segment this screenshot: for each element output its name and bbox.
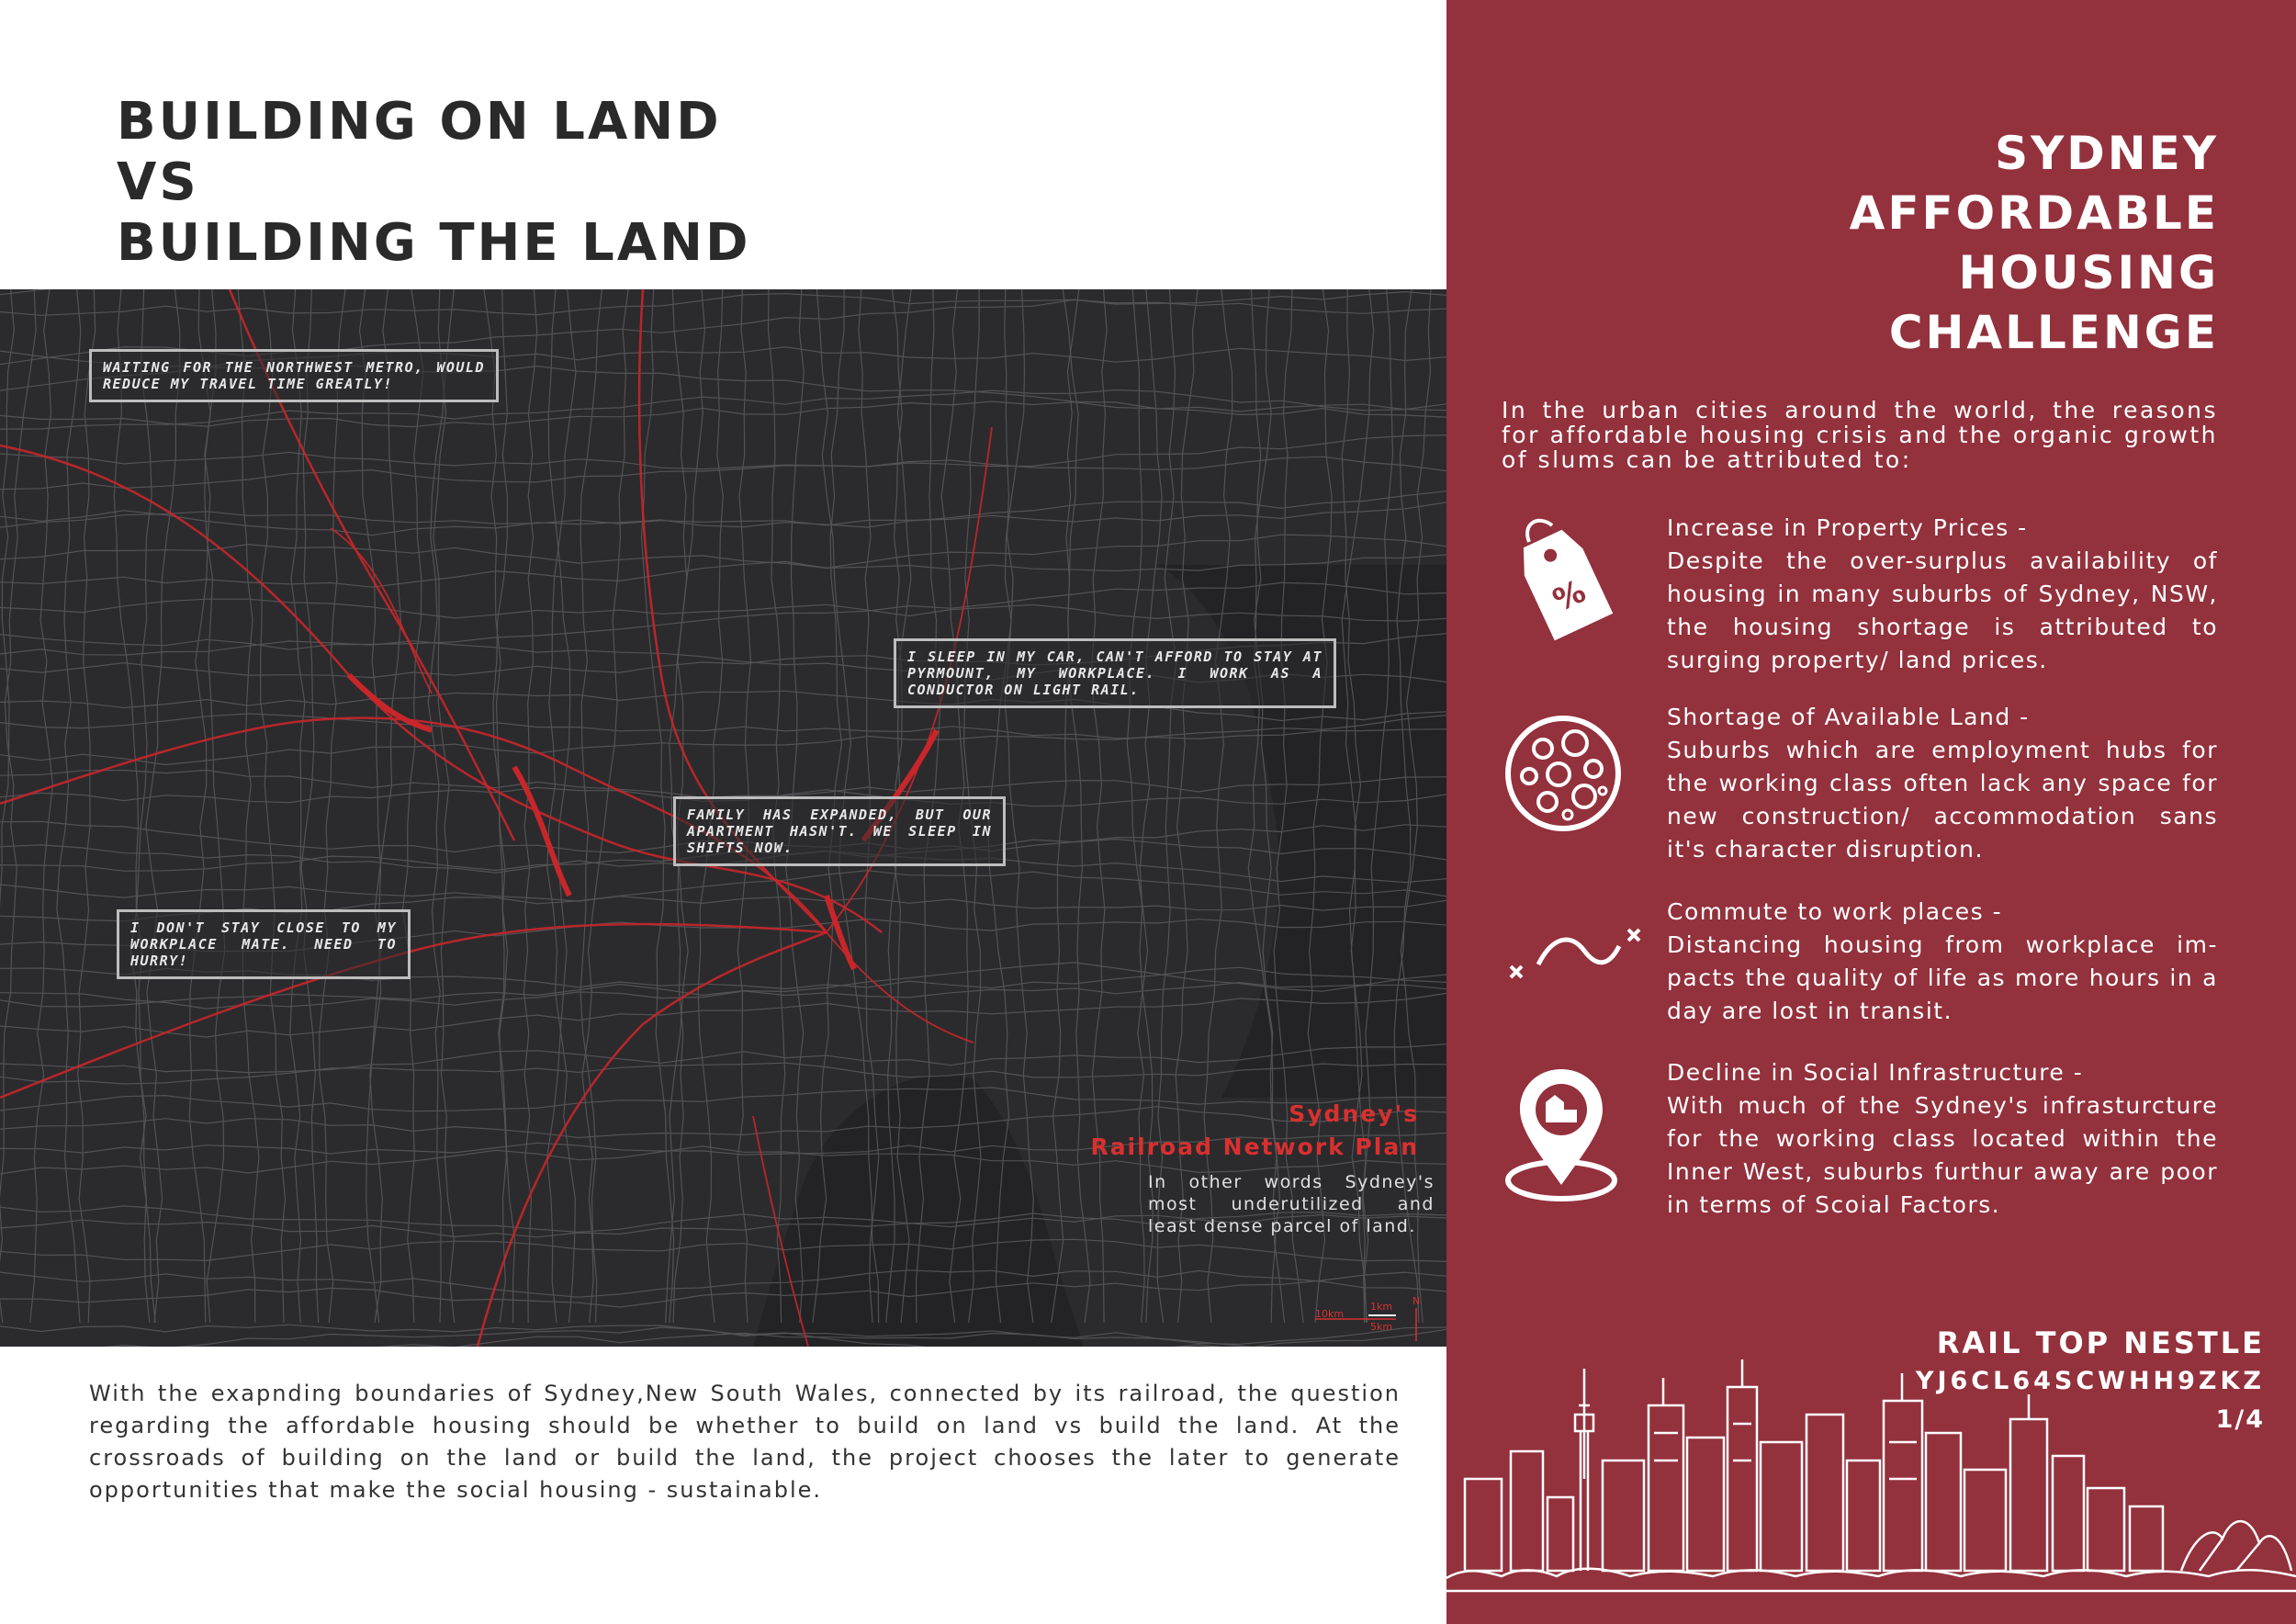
main-title-line-2: VS bbox=[117, 152, 199, 212]
road-line bbox=[261, 289, 286, 1323]
callout-family-expanded-text: FAMILY HAS EXPANDED, BUT OUR APARTMENT HASN'T. WE SLEEP IN SHIFTS NOW. bbox=[687, 806, 992, 856]
land-circles-icon bbox=[1502, 712, 1626, 840]
road-line bbox=[320, 289, 345, 1323]
north-arrow-label: N bbox=[1412, 1295, 1421, 1307]
factor-social-infrastructure-title: Decline in Social Infrastructure - bbox=[1667, 1059, 2084, 1086]
road-line bbox=[642, 289, 674, 1323]
road-line bbox=[290, 289, 305, 1323]
factor-commute-body: Distancing housing from workplace im-pacts the quality of life as more hours in a day are lost in transit. bbox=[1667, 931, 2218, 1024]
sydney-skyline-illustration bbox=[1446, 1350, 2296, 1624]
road-line bbox=[0, 289, 1446, 295]
road-line bbox=[0, 1327, 1446, 1347]
network-plan-title-line-2: Railroad Network Plan bbox=[1090, 1133, 1419, 1160]
road-line bbox=[0, 1333, 1446, 1347]
road-line bbox=[0, 771, 1446, 798]
road-line bbox=[1176, 289, 1198, 1323]
factor-social-infrastructure bbox=[1667, 1056, 2218, 1222]
challenge-panel bbox=[1446, 0, 2296, 1624]
network-plan-title bbox=[1090, 1098, 1419, 1164]
main-title-line-1: BUILDING ON LAND bbox=[117, 92, 722, 152]
road-line bbox=[0, 885, 1446, 910]
road-line bbox=[1092, 289, 1107, 1323]
scale-label-1km: 1km bbox=[1370, 1301, 1393, 1313]
road-line bbox=[0, 502, 1446, 527]
scale-bar-lines bbox=[1313, 1295, 1433, 1347]
challenge-intro: In the urban cities around the world, the reasons for affordable housing crisis and the organic growth of slums can be attributed to: bbox=[1502, 397, 2218, 473]
map-scale-bar bbox=[1313, 1295, 1433, 1347]
road-line bbox=[0, 716, 1446, 765]
callout-northwest-metro-text: WAITING FOR THE NORTHWEST METRO, WOULD REDUCE MY TRAVEL TIME GREATLY! bbox=[103, 359, 485, 392]
factor-land-shortage bbox=[1667, 701, 2218, 866]
factor-property-prices bbox=[1667, 512, 2218, 677]
callout-not-close-to-work bbox=[117, 909, 411, 979]
road-line bbox=[57, 289, 81, 1323]
road-line bbox=[0, 714, 1446, 739]
network-plan-title-line-1: Sydney's bbox=[1289, 1100, 1419, 1127]
page-number: 1/4 bbox=[2215, 1405, 2265, 1434]
road-line bbox=[0, 1270, 1446, 1297]
road-line bbox=[360, 289, 383, 1323]
road-line bbox=[0, 452, 1446, 470]
svg-text:%: % bbox=[1547, 572, 1592, 620]
intro-paragraph: With the exapnding boundaries of Sydney,New South Wales, connected by its railroad, the question regarding the affordable housing should be whether to build on land vs build the land. At the crossroads of building on the land or build the land, the project chooses the later to generate opportunities that make the social housing - sustainable. bbox=[89, 1381, 1401, 1503]
road-line bbox=[114, 289, 150, 1323]
callout-sleep-in-car bbox=[894, 638, 1336, 708]
project-code: YJ6CL64SCWHH9ZKZ bbox=[1915, 1367, 2265, 1395]
callout-family-expanded bbox=[673, 796, 1006, 866]
road-line bbox=[0, 975, 1446, 1009]
railroad-network-map bbox=[0, 289, 1446, 1347]
price-tag-icon bbox=[1502, 514, 1621, 647]
road-line bbox=[433, 289, 455, 1323]
challenge-title-line-4: CHALLENGE bbox=[1888, 306, 2219, 359]
road-line bbox=[1204, 289, 1232, 1323]
challenge-title-line-3: HOUSING bbox=[1958, 246, 2219, 299]
factor-property-prices-body: Despite the over-surplus availability of housing in many suburbs of Sydney, NSW, the housing shortage is attributed to surging property/ land prices. bbox=[1667, 547, 2218, 673]
road-line bbox=[366, 289, 401, 1323]
location-pin-icon bbox=[1502, 1066, 1621, 1207]
main-title-line-3: BUILDING THE LAND bbox=[117, 213, 751, 273]
road-line bbox=[301, 289, 319, 1323]
road-line bbox=[0, 435, 1446, 490]
scale-label-5km: 5km bbox=[1370, 1321, 1393, 1333]
factor-commute-title: Commute to work places - bbox=[1667, 898, 2003, 925]
scale-label-10km: 10km bbox=[1315, 1308, 1345, 1320]
factor-land-shortage-title: Shortage of Available Land - bbox=[1667, 704, 2030, 730]
road-line bbox=[403, 289, 424, 1323]
rail-corridor-highlight bbox=[514, 767, 569, 896]
road-line bbox=[238, 289, 259, 1323]
callout-northwest-metro bbox=[89, 349, 499, 402]
challenge-title-line-2: AFFORDABLE bbox=[1849, 186, 2219, 240]
factor-commute bbox=[1667, 896, 2218, 1028]
rail-line bbox=[827, 932, 974, 1043]
factor-property-prices-title: Increase in Property Prices - bbox=[1667, 514, 2028, 541]
challenge-title bbox=[1850, 124, 2219, 363]
factor-social-infrastructure-body: With much of the Sydney's infrasturcture for the working class located within the Inner West, suburbs furthur away are poor in terms of Scoial Factors. bbox=[1667, 1092, 2218, 1218]
road-line bbox=[78, 289, 96, 1323]
commute-route-icon bbox=[1502, 919, 1649, 987]
road-line bbox=[0, 1239, 1446, 1261]
callout-sleep-in-car-text: I SLEEP IN MY CAR, CAN'T AFFORD TO STAY AT PYRMOUNT, MY WORKPLACE. I WORK AS A CONDUCTOR ON LIGHT RAIL. bbox=[907, 648, 1322, 698]
callout-not-close-to-work-text: I DON'T STAY CLOSE TO MY WORKPLACE MATE. NEED TO HURRY! bbox=[130, 919, 397, 969]
road-line bbox=[0, 1272, 1446, 1307]
factor-land-shortage-body: Suburbs which are employment hubs for the working class often lack any space for new construction/ accommodation sans it's character disruption. bbox=[1667, 737, 2218, 863]
main-title bbox=[117, 92, 751, 274]
challenge-title-line-1: SYDNEY bbox=[1995, 127, 2219, 180]
network-plan-description: In other words Sydney's most underutilized and least dense parcel of land. bbox=[1148, 1172, 1435, 1236]
project-name: RAIL TOP NESTLE bbox=[1936, 1325, 2265, 1360]
